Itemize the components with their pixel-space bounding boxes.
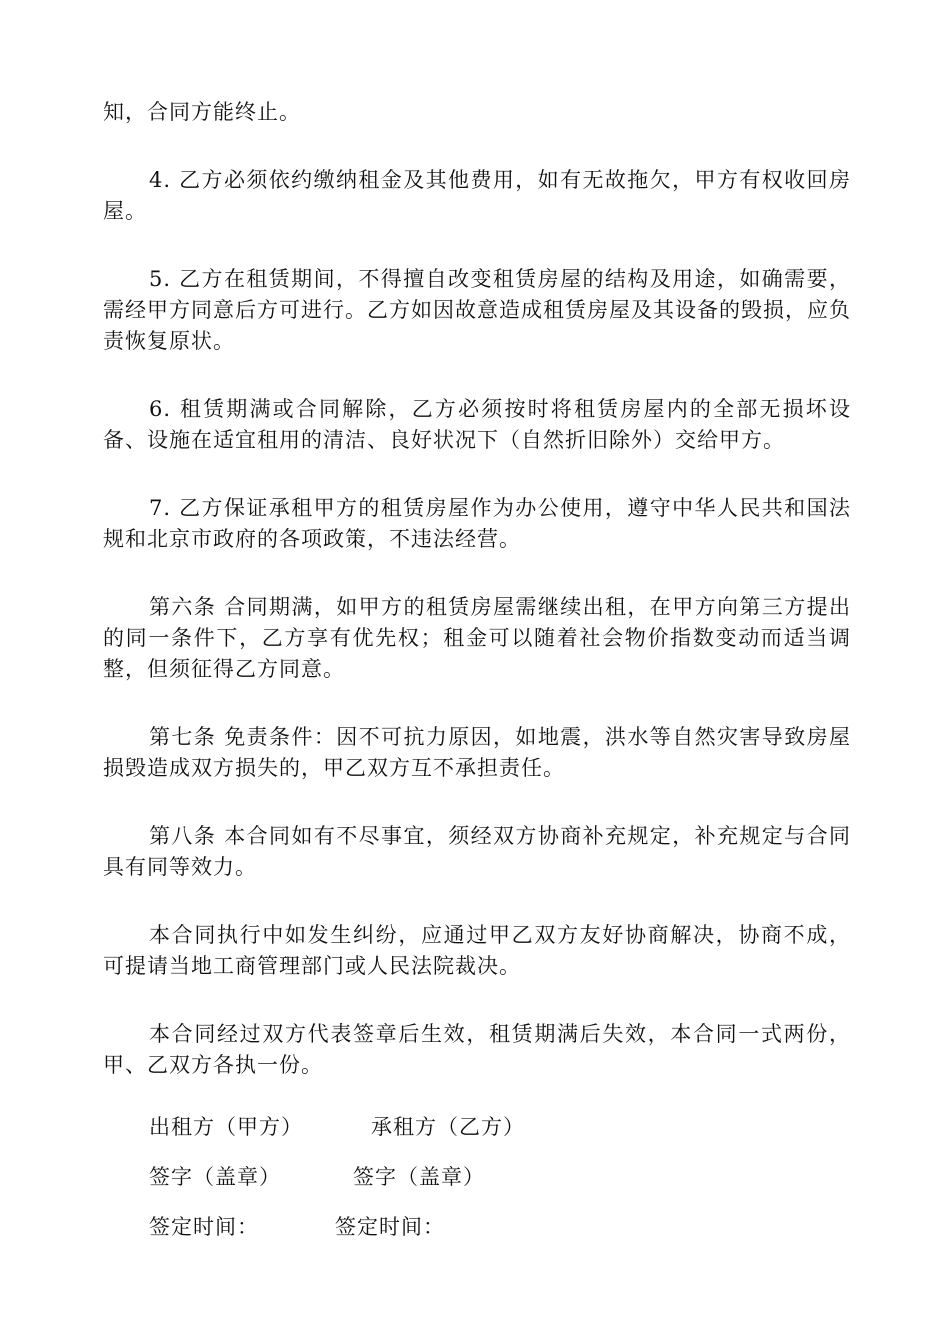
lessor-signature-label: 签字（盖章） xyxy=(149,1165,281,1189)
date-row xyxy=(103,1212,851,1243)
lessee-label: 承租方（乙方） xyxy=(371,1115,525,1139)
contract-paragraph: 本合同执行中如发生纠纷，应通过甲乙双方友好协商解决，协商不成，可提请当地工商管理部门或人民法院裁决。 xyxy=(103,923,851,978)
lessee-date-label: 签定时间： xyxy=(335,1215,445,1239)
contract-paragraph: 7. 乙方保证承租甲方的租赁房屋作为办公使用，遵守中华人民共和国法规和北京市政府的各项政策，不违法经营。 xyxy=(103,496,851,551)
signature-row xyxy=(103,1162,851,1193)
contract-paragraph: 第七条 免责条件：因不可抗力原因，如地震，洪水等自然灾害导致房屋损毁造成双方损失的，甲乙双方互不承担责任。 xyxy=(103,725,851,780)
contract-paragraph: 5. 乙方在租赁期间，不得擅自改变租赁房屋的结构及用途，如确需要，需经甲方同意后方可进行。乙方如因故意造成租赁房屋及其设备的毁损，应负责恢复原状。 xyxy=(103,267,851,353)
contract-paragraph: 6. 租赁期满或合同解除，乙方必须按时将租赁房屋内的全部无损坏设备、设施在适宜租用的清洁、良好状况下（自然折旧除外）交给甲方。 xyxy=(103,397,851,452)
lessor-date-label: 签定时间： xyxy=(149,1215,259,1239)
contract-paragraph: 第六条 合同期满，如甲方的租赁房屋需继续出租，在甲方向第三方提出的同一条件下，乙方享有优先权；租金可以随着社会物价指数变动而适当调整，但须征得乙方同意。 xyxy=(103,595,851,681)
contract-paragraph: 本合同经过双方代表签章后生效，租赁期满后失效，本合同一式两份，甲、乙双方各执一份。 xyxy=(103,1022,851,1077)
contract-page xyxy=(103,97,851,1262)
contract-paragraph: 知，合同方能终止。 xyxy=(103,100,301,124)
lessee-signature-label: 签字（盖章） xyxy=(353,1165,485,1189)
lessor-label: 出租方（甲方） xyxy=(149,1115,303,1139)
contract-body xyxy=(103,97,851,1081)
party-labels-row xyxy=(103,1112,851,1143)
contract-paragraph: 4. 乙方必须依约缴纳租金及其他费用，如有无故拖欠，甲方有权收回房屋。 xyxy=(103,168,851,223)
contract-paragraph: 第八条 本合同如有不尽事宜，须经双方协商补充规定，补充规定与合同具有同等效力。 xyxy=(103,824,851,879)
